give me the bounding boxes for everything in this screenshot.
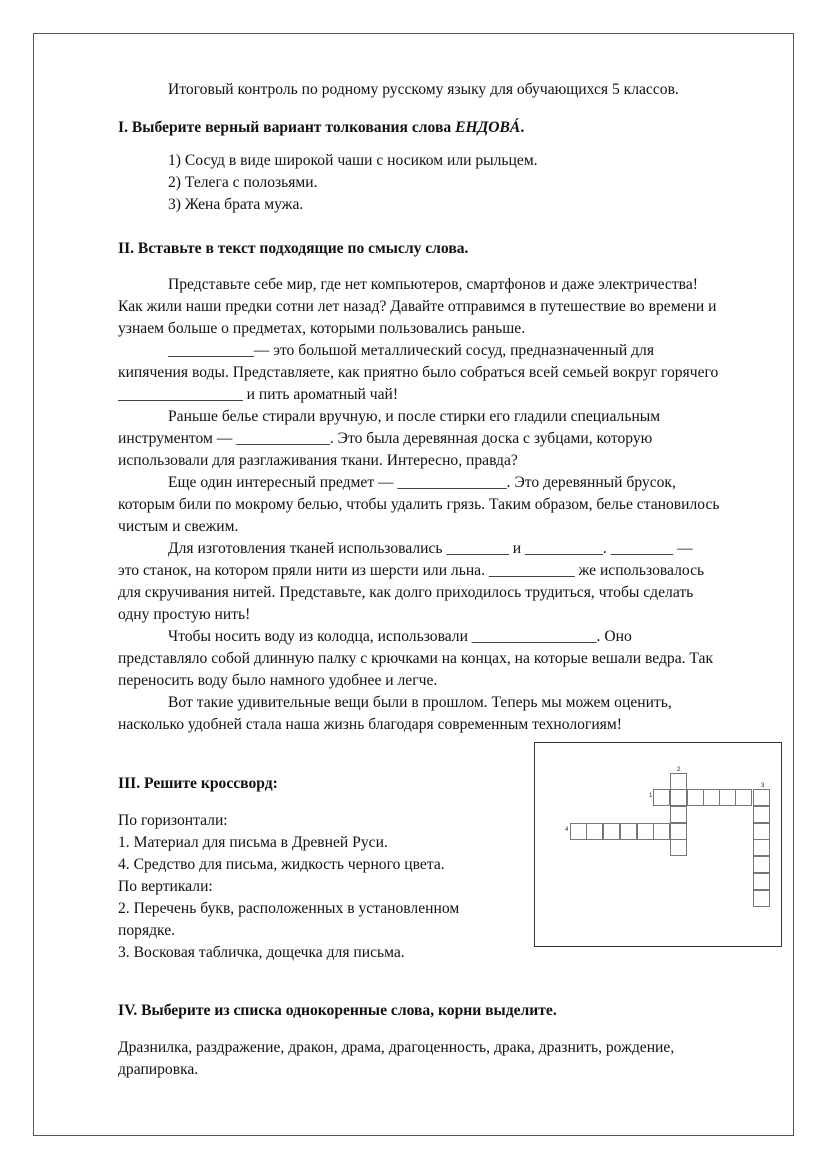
- crossword-cell[interactable]: [570, 823, 587, 840]
- section2-line: одну простую нить!: [118, 606, 251, 623]
- section2-line: для скручивания нитей. Представьте, как долго приходилось трудиться, чтобы сделать: [118, 584, 694, 601]
- section4-line: Дразнилка, раздражение, дракон, драма, драгоценность, драка, дразнить, рождение,: [118, 1039, 675, 1056]
- crossword-cell[interactable]: [670, 789, 687, 806]
- crossword-clue-line: 1. Материал для письма в Древней Руси.: [118, 834, 388, 851]
- crossword-cell[interactable]: [735, 789, 752, 806]
- crossword-number-1: 1: [649, 793, 653, 799]
- section1-heading-word: ЕНДОВÁ: [455, 119, 521, 136]
- crossword-cell[interactable]: [703, 789, 720, 806]
- section1-option-1: 1) Сосуд в виде широкой чаши с носиком или рыльцем.: [168, 152, 538, 169]
- section2-line: ________________ и пить ароматный чай!: [118, 386, 399, 403]
- crossword-number-2: 2: [677, 767, 681, 773]
- section2-text: [118, 274, 778, 736]
- section2-line: насколько удобней стала наша жизнь благодаря современным технологиям!: [118, 716, 622, 733]
- crossword-clue-line: По вертикали:: [118, 878, 213, 895]
- section2-line: Чтобы носить воду из колодца, использовали ________________. Оно: [168, 628, 632, 645]
- crossword-cell[interactable]: [687, 789, 704, 806]
- section2-line: чистым и свежим.: [118, 518, 239, 535]
- crossword-clue-line: 4. Средство для письма, жидкость черного цвета.: [118, 856, 445, 873]
- section2-line: Вот такие удивительные вещи были в прошлом. Теперь мы можем оценить,: [168, 694, 672, 711]
- section2-heading: II. Вставьте в текст подходящие по смыслу слова.: [118, 240, 469, 257]
- crossword-cell[interactable]: [753, 890, 770, 907]
- section4-heading: IV. Выберите из списка однокоренные слова, корни выделите.: [118, 1002, 557, 1019]
- crossword-cell[interactable]: [753, 823, 770, 840]
- crossword-cell[interactable]: [670, 839, 687, 856]
- crossword-cell[interactable]: [753, 789, 770, 806]
- section1-option-2: 2) Телега с полозьями.: [168, 174, 318, 191]
- section1-heading-prefix: I. Выберите верный вариант толкования слова: [118, 119, 456, 136]
- section2-line: которым били по мокрому белью, чтобы удалить грязь. Таким образом, белье становилось: [118, 496, 720, 513]
- section1-option-3: 3) Жена брата мужа.: [168, 196, 304, 213]
- crossword-box: [534, 742, 782, 947]
- section2-line: кипячения воды. Представляете, как приятно было собраться всей семьей вокруг горячего: [118, 364, 719, 381]
- crossword-cell[interactable]: [670, 806, 687, 823]
- crossword-clue-line: 3. Восковая табличка, дощечка для письма.: [118, 944, 405, 961]
- section2-line: Еще один интересный предмет — ______________. Это деревянный брусок,: [168, 474, 676, 491]
- section1-heading-suffix: .: [520, 119, 525, 136]
- section2-line: это станок, на котором пряли нити из шерсти или льна. ___________ же использовалось: [118, 562, 705, 579]
- crossword-cell[interactable]: [586, 823, 603, 840]
- crossword-cell[interactable]: [753, 873, 770, 890]
- crossword-cell[interactable]: [753, 839, 770, 856]
- crossword-cell[interactable]: [653, 823, 670, 840]
- section2-line: Представьте себе мир, где нет компьютеров, смартфонов и даже электричества!: [168, 276, 698, 293]
- section2-line: Для изготовления тканей использовались ________ и __________. ________ —: [168, 540, 693, 557]
- crossword-cell[interactable]: [653, 789, 670, 806]
- crossword-clue-line: порядке.: [118, 922, 176, 939]
- crossword-cell[interactable]: [753, 806, 770, 823]
- section2-line: ___________— это большой металлический сосуд, предназначенный для: [168, 342, 655, 359]
- section2-line: представляло собой длинную палку с крючками на концах, на которые вешали ведра. Так: [118, 650, 714, 667]
- section2-line: узнаем больше о предметах, которыми пользовались раньше.: [118, 320, 526, 337]
- section2-line: переносить воду было намного удобнее и легче.: [118, 672, 438, 689]
- crossword-cell[interactable]: [603, 823, 620, 840]
- section4-line: драпировка.: [118, 1061, 199, 1078]
- section2-line: использовали для разглаживания ткани. Интересно, правда?: [118, 452, 518, 469]
- crossword-clue-line: 2. Перечень букв, расположенных в установленном: [118, 900, 460, 917]
- section2-line: инструментом — ____________. Это была деревянная доска с зубцами, которую: [118, 430, 653, 447]
- crossword-number-3: 3: [761, 783, 765, 789]
- crossword-cell[interactable]: [753, 856, 770, 873]
- crossword-cell[interactable]: [670, 823, 687, 840]
- section1-heading: [118, 117, 524, 139]
- page-title: Итоговый контроль по родному русскому языку для обучающихся 5 классов.: [168, 81, 679, 98]
- crossword-clue-line: По горизонтали:: [118, 812, 228, 829]
- crossword-cell[interactable]: [719, 789, 736, 806]
- crossword-cell[interactable]: [620, 823, 637, 840]
- crossword-number-4: 4: [565, 827, 569, 833]
- section2-line: Как жили наши предки сотни лет назад? Давайте отправимся в путешествие во времени и: [118, 298, 717, 315]
- crossword-cell[interactable]: [637, 823, 654, 840]
- section2-line: Раньше белье стирали вручную, и после стирки его гладили специальным: [168, 408, 661, 425]
- section3-heading: III. Решите кроссворд:: [118, 775, 278, 792]
- crossword-cell[interactable]: [670, 773, 687, 790]
